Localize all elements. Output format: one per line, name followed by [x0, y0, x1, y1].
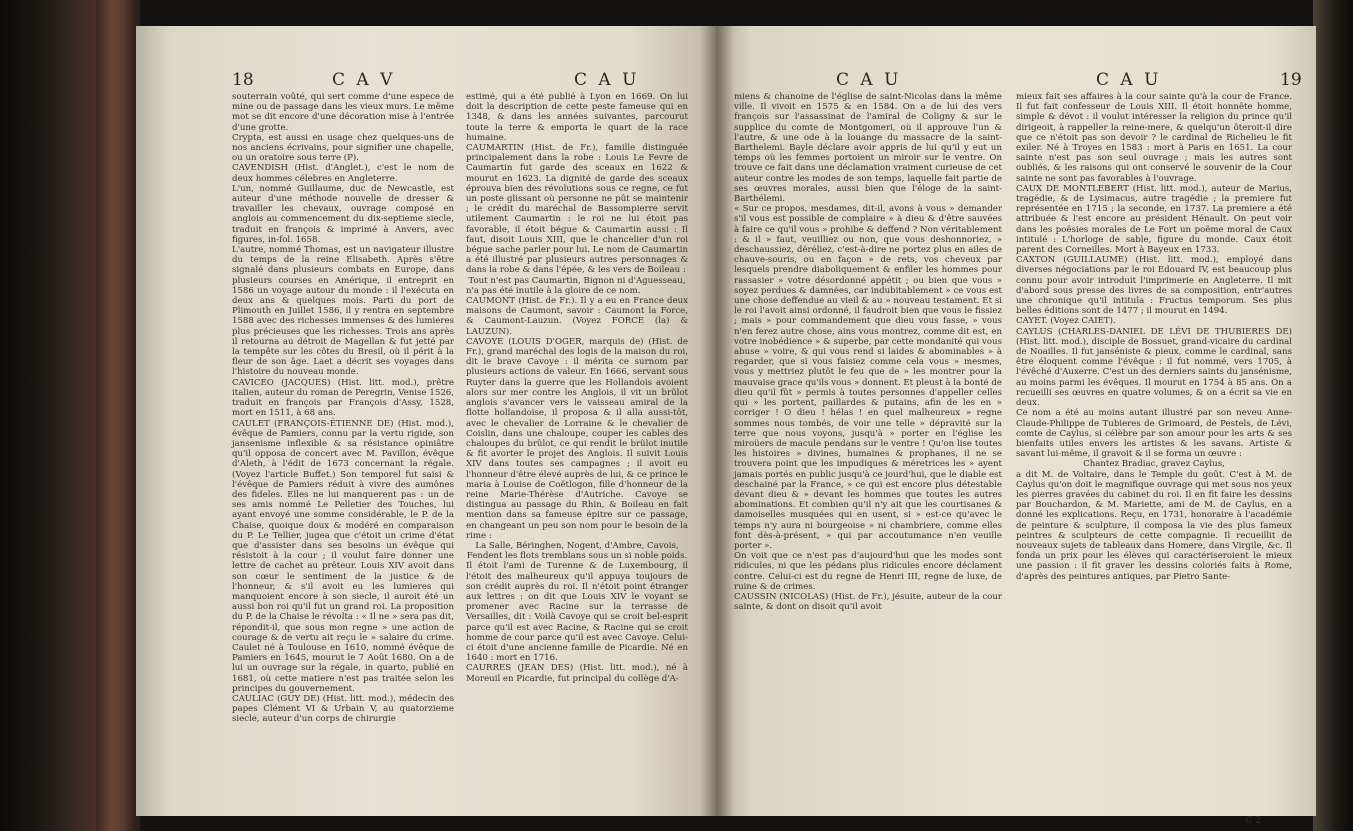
left-page-number: 18: [232, 70, 254, 90]
paragraph: Il étoit l'ami de Turenne & de Luxembourg, il l'étoit des malheureux qu'il appuya toujours de son crédit auprès du roi. Il n'étoit point étranger aux lettres : on dit que Louis XIV le voyant se promener avec Racine sur la terrasse de Versailles, dit : Voilà Cavoye qui se croit bel-esprit parce qu'il est avec Racine, & Racine qui se croit homme de cour parce qu'il est avec Cavoye. Celui-ci étoit d'une ancienne famille de Picardie. Né en 1640 : mort en 1716.: [466, 561, 688, 664]
paragraph: CAUSSIN (NICOLAS) (Hist. de Fr.), jésuite, auteur de la cour sainte, & dont on disoit qu'il avoit: [734, 591, 1002, 613]
book-right-edge: [1313, 0, 1353, 831]
paragraph: CAULIAC (GUY DE) (Hist. litt. mod.), médecin des papes Clément VI & Urbain V, au quatorzieme siecle, auteur d'un corps de chirurgie: [232, 693, 454, 725]
book-gutter-shadow: [700, 26, 734, 816]
right-page-number: 19: [1280, 70, 1302, 90]
paragraph: L'autre, nommé Thomas, est un navigateur illustre du temps de la reine Elisabeth. Après s'être signalé dans plusieurs combats en Europe, dans plusieurs courses en Amérique, il entreprit en 1586 un voyage autour du monde : il l'exécuta en deux ans & quelques mois. Parti du port de Plimouth en Juillet 1586, il y rentra en septembre 1588 avec des richesses immenses & des lumieres plus précieuses que les richesses. Trois ans après il retourna au détroit de Magellan & fut jetté par la tempête sur les côtes du Bresil, où il périt à la fleur de son âge. Laet a décrit ses voyages dans l'histoire du nouveau monde.: [232, 245, 454, 378]
paragraph: CAUMONT (Hist. de Fr.). Il y a eu en France deux maisons de Caumont, savoir : Caumont la Force, & Caumont-Lauzun. (Voyez FORCE (la) & LAUZUN).: [466, 296, 688, 337]
paragraph: estimé, qui a été publié à Lyon en 1669. On lui doit la description de cette peste fameuse qui en 1348, & dans les années suivantes, parcourut toute la terre & emporta le quart de la race humaine.: [466, 92, 688, 143]
paragraph: CAULET (FRANÇOIS-ÉTIENNE DE) (Hist. mod.), évêque de Pamiers, connu par la vertu rigide, son jansenisme inflexible & sa résistance opiniâtre qu'il opposa de concert avec M. Pavillon, évêque d'Aleth, à l'édit de 1673 concernant la régale. (Voyez l'article Buffet.) Son temporel fut saisi & l'évêque de Pamiers réduit à vivre des aumônes des fideles. Elles ne lui manquerent pas : un de ses amis nommé Le Pelletier des Touches, lui ayant envoyé une somme considérable, le P. de la Chaise, quoique doux & modéré en comparaison du P. Le Tellier, jugea que c'étoit un crime d'état que d'assister dans ses besoins un évêque qui résistoit à la cour ; il voulut faire donner une lettre de cachet au prêteur. Louis XIV avoit dans son cœur le sentiment de la justice & de l'honneur, & s'il avoit eu les lumieres qui manquoient encore à son siecle, il auroit été un aussi bon roi qu'il fut un grand roi. La proposition du P. de la Chaise le révolta : « Il ne » sera pas dit, répondit-il, que sous mon regne » une action de courage & de vertu ait reçu le » salaire du crime. Caulet né à Toulouse en 1610, nommé évêque de Pamiers en 1645, mourut le 7 Août 1680. On a de lui un ouvrage sur la régale, in quarto, publié en 1681, où cette matiere n'est pas traitée selon les principes du gouvernement.: [232, 418, 454, 694]
paragraph: mieux fait ses affaires à la cour sainte qu'à la cour de France. Il fut fait confesseur de Louis XIII. Il étoit honnête homme, simple & dévot : il voulut intéresser la religion du prince qu'il dirigeoit, à rappeller la reine-mere, & quelqu'un ôteroit-il dire que ce n'étoit pas son devoir ? le cardinal de Richelieu le fit exiler. Né à Troyes en 1583 : mort à Paris en 1651. La cour sainte n'est pas son seul ouvrage ; mais les autres sont oubliés, & les raisons qui ont conservé le souvenir de la Cour sainte ne sont pas favorables à l'ouvrage.: [1016, 92, 1292, 184]
paragraph: On voit que ce n'est pas d'aujourd'hui que les modes sont ridicules, ni que les pédans plus ridicules encore déclament contre. Celui-ci est du regne de Henri III, regne de luxe, de ruine & de crimes.: [734, 551, 1002, 592]
verse-quote: Tout n'est pas Caumartin, Bignon ni d'Aguesseau,: [468, 275, 686, 286]
left-page-column-1: [232, 92, 454, 804]
paragraph: « Sur ce propos, mesdames, dit-il, avons à vous » demander s'il vous est possible de complaire » à dieu & d'être sauvées à faire ce qu'il vous » prohibe & deffend ? Non véritablement : & il » faut, veuilliez ou non, que vous deshonnoriez, » deschaussiez, déréliez, c'est-à-dire ne portez plus en ailes de chauve-souris, ou en façon » de rets, vos cheveux par lesquels prendre diaboliquement & enfiler les hommes pour rassasier » votre désordonné appétit ; ou bien que vous » soyez perdues & damnées, car indubitablement » ce vous est une chose deffendue au vieil & au » nouveau testament. Et si le roi l'avoit ainsi ordonné, il faudroit bien que vous le fissiez ; mais » pour commandement que dieu vous fasse, » vous n'en ferez autre chose, ains vous montrez, comme dit est, en votre inobédience » & superbe, par cette mondanité qui vous abuse » voire, & qui vous rend si laides & abominables » à regarder, que si vous faisiez comme cela vous » mesmes, vous y mettriez plutôt le feu que de » les montrer pour la mauvaise grace qu'ils vous » donnent. Et pleust à la bonté de dieu qu'il fût » permis à toutes personnes d'appeller celles qui » les portent, paillardes & putains, afin de les en » corriger ! O dieu ! hélas ! en quel malheureux » regne sommes nous tombés, de voir une telle » dépravité sur la terre que nous voyons, jusqu'à » porter en l'église les miroüers de macule pendans sur le ventre ! Qu'on lise toutes les histoires » divines, humaines & prophanes, il ne se trouvera point que les impudiques & méretrices les » ayent jamais portés en public jusqu'à ce jourd'hui, que le diable est deschainé par la France, » ce qui est encore plus détestable devant dieu & » devant les hommes que toutes les autres abominations. Et combien qu'il n'y ait que les courtisanes & damoiselles musquées qui en usent, si » est-ce qu'avec le temps n'y aura ni bourgeoise » ni chambriere, comme elles font dès-à-présent, » qui par accoutumance n'en veuille porter ».: [734, 204, 1002, 551]
paragraph: n'a pas été inutile à la gloire de ce nom.: [466, 285, 641, 296]
right-page: [716, 26, 1316, 826]
verse-quote: Chantez Bradiac, gravez Caylus,: [1083, 459, 1225, 470]
paragraph: CAUX DE MONTLEBERT (Hist. litt. mod.), auteur de Marius, tragédie, & de Lysimacus, autre tragédie ; la premiere fut représentée en 1715 ; la seconde, en 1737. La premiere a été attribuée & l'est encore au président Hénault. On peut voir dans les poësies morales de Le Fort un poëme moral de Caux intitulé : L'horloge de sable, figure du monde. Caux étoit parent des Corneilles. Mort à Bayeux en 1733.: [1016, 183, 1292, 256]
paragraph: CAYLUS (CHARLES-DANIEL DE LÉVI DE THUBIERES DE) (Hist. litt. mod.), disciple de Bossuet, grand-vicaire du cardinal de Noailles. Il fut janséniste & pieux, comme le cardinal, sans être éloquent comme l'évêque : il fut nommé, vers 1705, à l'évêché d'Auxerre. C'est un des derniers saints du jansénisme, au moins parmi les évêques. Il mourut en 1754 à 85 ans. On a recueilli ses œuvres en quatre volumes, & on a écrit sa vie en deux.: [1016, 326, 1292, 409]
paragraph: CAVENDISH (Hist. d'Anglet.), c'est le nom de deux hommes célebres en Angleterre.: [232, 163, 454, 184]
right-running-head-2: C A U: [1096, 70, 1162, 90]
paragraph: Ce nom a été au moins autant illustré par son neveu Anne-Claude-Philippe de Tubieres de Grimoard, de Pestels, de Lévi, comte de Caylus, si célèbre par son amour pour les arts & ses bienfaits utiles envers les artistes & les savans. Artiste & savant lui-même, il gravoit & il se forma un œuvre :: [1016, 408, 1292, 460]
paragraph: miens & chanoine de l'église de saint-Nicolas dans la même ville. Il vivoit en 1575 & en 1584. On a de lui des vers françois sur l'assassinat de l'amiral de Coligny & sur le supplice du comte de Montgomeri, où il approuve l'un & l'autre, & une ode à la louange du massacre de la saint-Barthelemi. Bayle déclare avoir appris de lui qu'il y eut un temps où les femmes portoient un miroir sur le ventre. On trouve ce fait dans une déclamation vraiment curieuse de cet auteur contre les modes de son temps, laquelle fait partie de ses œuvres morales, aussi bien que l'éloge de la saint-Barthélemi.: [734, 92, 1002, 205]
paragraph: CAURRES (JEAN DES) (Hist. litt. mod.), né à Moreuil en Picardie, fut principal du collège d'A-: [466, 663, 688, 684]
left-page-column-2: [466, 92, 688, 804]
paragraph: CAYET. (Voyez CAIET).: [1016, 316, 1116, 327]
left-page: [136, 26, 716, 816]
paragraph: CAUMARTIN (Hist. de Fr.), famille distinguée principalement dans la robe : Louis Le Fevre de Caumartin fut garde des sceaux en 1622 & mourut en 1623. La dignité de garde des sceaux éprouva bien des révolutions sous ce regne, ce fut un poste glissant où personne ne pût se maintenir ; le crédit du maréchal de Bassompierre servit utilement Caumartin : le roi ne lui étoit pas favorable, il étoit bégue & Caumartin aussi : Il faut, disoit Louis XIII, que le chancelier d'un roi bégue sache parler pour lui. Le nom de Caumartin a été illustré par plusieurs autres personnages & dans la robe & dans l'épée, & les vers de Boileau :: [466, 143, 688, 276]
signature-mark: C 2: [1245, 816, 1261, 826]
paragraph: CAVOYE (LOUIS D'OGER, marquis de) (Hist. de Fr.), grand maréchal des logis de la maison du roi, dit le brave Cavoye : il mérita ce surnom par plusieurs actions de valeur. En 1666, servant sous Ruyter dans la guerre que les Hollandois avoient alors sur mer contre les Anglois, il vit un brûlot anglois s'avancer vers le vaisseau amiral de la flotte hollandoise, il proposa & il alla aussi-tôt, avec le chevalier de Lorraine & le chevalier de Coislin, dans une chaloupe, couper les cables des chaloupes du brûlot, ce qui rendit le brûlot inutile & fit avorter le projet des Anglois. Il suivit Louis XIV dans toutes ses campagnes ; il avoit eu l'honneur d'être élevé auprès de lui, & ce prince le maria à Louise de Coëtlogon, fille d'honneur de la reine Marie-Thérèse d'Autriche. Cavoye se distingua au passage du Rhin, & Boileau en fait mention dans sa fameuse épitre sur ce passage, en changeant un peu son nom pour le besoin de la rime :: [466, 336, 688, 541]
right-page-column-2: [1016, 92, 1292, 804]
book-binding: [96, 0, 136, 831]
verse-quote: La Salle, Béringhen, Nogent, d'Ambre, Cavois, Fendent les flots tremblans sous un si noble poids.: [466, 540, 688, 562]
paragraph: souterrain voûté, qui sert comme d'une espece de mine ou de passage dans les vieux murs. Le même mot se dit encore d'une décoration mise à l'entrée d'une grotte.: [232, 92, 454, 133]
paragraph: a dit M. de Voltaire, dans le Temple du goût. C'est à M. de Caylus qu'on doit le magnifique ouvrage qui met sous nos yeux les pierres gravées du cabinet du roi. Il en fit faire les dessins par Bouchardon, & M. Mariette, ami de M. de Caylus, en a donné les explications. Reçu, en 1731, honoraire à l'académie de peinture & sculpture, il composa la vie des plus fameux peintres & sculpteurs de cette compagnie. Il recueillit de nouveaux sujets de tableaux dans Homere, dans Virgile, &c. Il fonda un prix pour les élèves qui caractériseroient le mieux une passion : il fit graver les dessins coloriés faits à Rome, d'après des peintures antiques, par Pietro Sante-: [1016, 469, 1292, 582]
right-running-head-1: C A U: [836, 70, 902, 90]
paragraph: CAXTON (GUILLAUME) (Hist. litt. mod.), employé dans diverses négociations par le roi Edouard IV, est beaucoup plus connu pour avoir introduit l'imprimerie en Angleterre. Il mit d'abord sous presse des livres de sa composition, entr'autres une chronique qu'il intitula : Fructus temporum. Ses plus belles éditions sont de 1477 ; il mourut en 1494.: [1016, 255, 1292, 317]
right-page-column-1: [734, 92, 1002, 804]
left-running-head-1: C A V: [332, 70, 396, 90]
paragraph: CAVICEO (JACQUES) (Hist. litt. mod.), prêtre italien, auteur du roman de Peregrin, Venise 1526, traduit en françois par François d'Assy, 1528, mort en 1511, à 68 ans.: [232, 377, 454, 419]
paragraph: L'un, nommé Guillaume, duc de Newcastle, est auteur d'une méthode nouvelle de dresser & travailler les chevaux, ouvrage composé en anglois au commencement du dix-septieme siecle, traduit en françois & imprimé à Anvers, avec figures, in-fol. 1658.: [232, 183, 454, 245]
paragraph: Crypta, est aussi en usage chez quelques-uns de nos anciens écrivains, pour signifier une chapelle, ou un oratoire sous terre (P).: [232, 132, 454, 164]
left-running-head-2: C A U: [574, 70, 640, 90]
